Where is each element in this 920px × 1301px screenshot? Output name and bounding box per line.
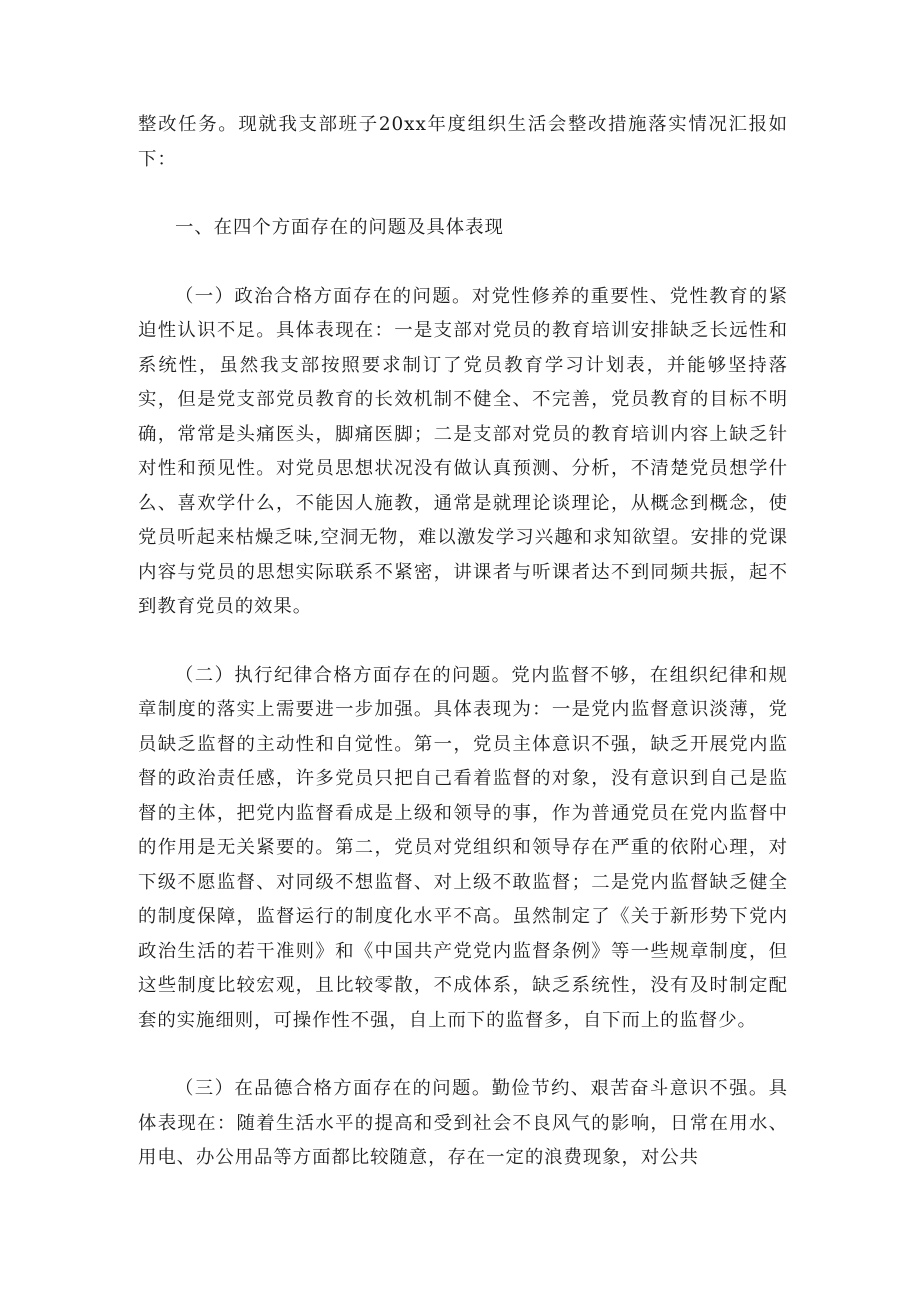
intro-paragraph: 整改任务。现就我支部班子20xx年度组织生活会整改措施落实情况汇报如下：	[138, 114, 788, 170]
section-heading: 一、在四个方面存在的问题及具体表现	[175, 217, 504, 238]
paragraph-political: （一）政治合格方面存在的问题。对党性修养的重要性、党性教育的紧迫性认识不足。具体表现在：一是支部对党员的教育培训安排缺乏长远性和系统性，虽然我支部按照要求制订了党员教育学习计划表，并能够坚持落实，但是党支部党员教育的长效机制不健全、不完善，党员教育的目标不明确，常常是头痛医头，脚痛医脚；二是支部对党员的教育培训内容上缺乏针对性和预见性。对党员思想状况没有做认真预测、分析，不清楚党员想学什么、喜欢学什么，不能因人施教，通常是就理论谈理论，从概念到概念，使党员听起来枯燥乏味,空洞无物，难以激发学习兴趣和求知欲望。安排的党课内容与党员的思想实际联系不紧密，讲课者与听课者达不到同频共振，起不到教育党员的效果。	[138, 285, 788, 617]
document-body	[138, 108, 788, 1176]
paragraph-character: （三）在品德合格方面存在的问题。勤俭节约、艰苦奋斗意识不强。具体表现在：随着生活水平的提高和受到社会不良风气的影响，日常在用水、用电、办公用品等方面都比较随意，存在一定的浪费现象，对公共	[138, 1078, 788, 1168]
paragraph-discipline: （二）执行纪律合格方面存在的问题。党内监督不够，在组织纪律和规章制度的落实上需要进一步加强。具体表现为：一是党内监督意识淡薄，党员缺乏监督的主动性和自觉性。第一，党员主体意识不强，缺乏开展党内监督的政治责任感，许多党员只把自己看着监督的对象，没有意识到自己是监督的主体，把党内监督看成是上级和领导的事，作为普通党员在党内监督中的作用是无关紧要的。第二，党员对党组织和领导存在严重的依附心理，对下级不愿监督、对同级不想监督、对上级不敢监督；二是党内监督缺乏健全的制度保障，监督运行的制度化水平不高。虽然制定了《关于新形势下党内政治生活的若干准则》和《中国共产党党内监督条例》等一些规章制度，但这些制度比较宏观，且比较零散，不成体系，缺乏系统性，没有及时制定配套的实施细则，可操作性不强，自上而下的监督多，自下而上的监督少。	[138, 664, 788, 1031]
